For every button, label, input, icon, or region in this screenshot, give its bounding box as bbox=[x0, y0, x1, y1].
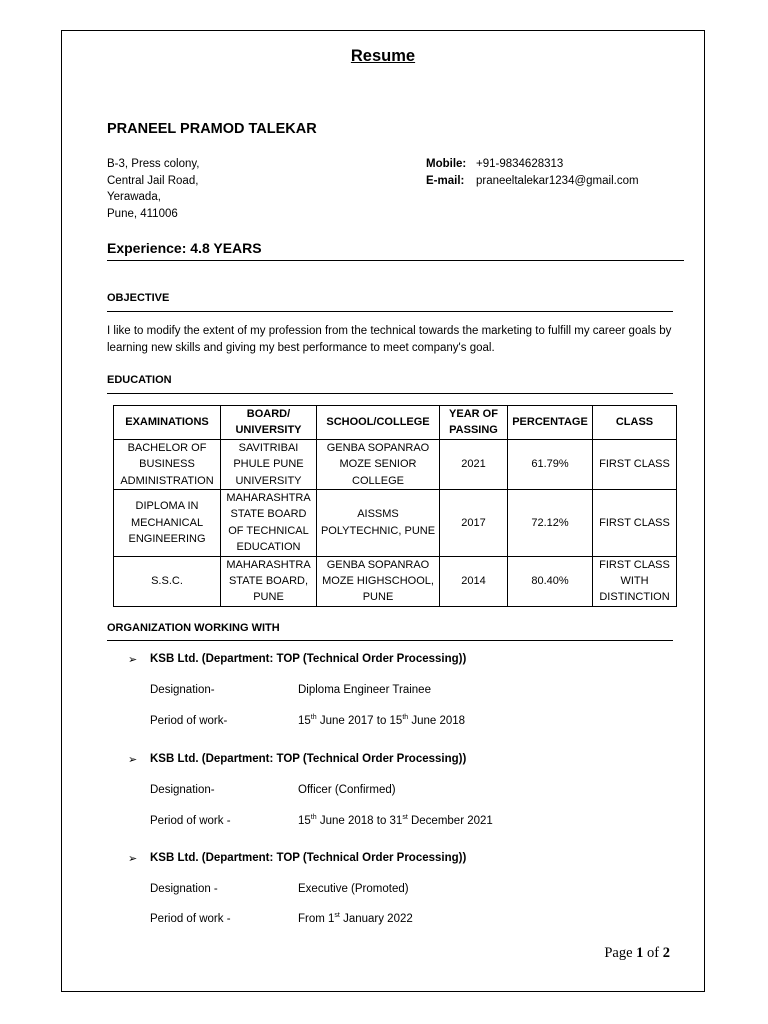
table-row bbox=[114, 439, 677, 489]
designation-label: Designation- bbox=[150, 684, 215, 696]
designation-value: Officer (Confirmed) bbox=[298, 784, 396, 796]
table-cell: FIRST CLASS bbox=[593, 490, 677, 557]
resume-page bbox=[61, 30, 705, 992]
page-number: Page 1 of 2 bbox=[604, 945, 670, 961]
objective-divider bbox=[107, 311, 673, 312]
company-name: KSB Ltd. (Department: TOP (Technical Order Processing)) bbox=[150, 653, 467, 665]
table-cell: S.S.C. bbox=[114, 556, 221, 606]
objective-text: I like to modify the extent of my profession from the technical towards the marketing to fulfill my career goals by learning new skills and giving my best performance to meet company's goal. bbox=[107, 325, 672, 354]
table-cell: 2014 bbox=[440, 556, 508, 606]
education-heading: EDUCATION bbox=[107, 374, 172, 386]
designation-value: Diploma Engineer Trainee bbox=[298, 684, 431, 696]
organization-heading: ORGANIZATION WORKING WITH bbox=[107, 622, 280, 634]
candidate-name: PRANEEL PRAMOD TALEKAR bbox=[107, 121, 317, 137]
address-line: Central Jail Road, bbox=[107, 174, 199, 187]
column-header: EXAMINATIONS bbox=[114, 406, 221, 440]
table-cell: MAHARASHTRA STATE BOARD, PUNE bbox=[221, 556, 317, 606]
mobile-value: +91-9834628313 bbox=[476, 158, 564, 170]
column-header: SCHOOL/COLLEGE bbox=[317, 406, 440, 440]
designation-label: Designation- bbox=[150, 784, 215, 796]
experience-heading: Experience: 4.8 YEARS bbox=[107, 240, 262, 256]
designation-value: Executive (Promoted) bbox=[298, 883, 409, 895]
table-cell: GENBA SOPANRAO MOZE HIGHSCHOOL, PUNE bbox=[317, 556, 440, 606]
designation-label: Designation - bbox=[150, 883, 218, 895]
company-name: KSB Ltd. (Department: TOP (Technical Order Processing)) bbox=[150, 753, 467, 765]
organization-divider bbox=[107, 640, 673, 641]
table-row bbox=[114, 490, 677, 557]
period-label: Period of work - bbox=[150, 913, 231, 925]
company-name: KSB Ltd. (Department: TOP (Technical Order Processing)) bbox=[150, 852, 467, 864]
period-value: 15th June 2018 to 31st December 2021 bbox=[298, 814, 493, 827]
address-line: Pune, 411006 bbox=[107, 207, 178, 220]
table-cell: FIRST CLASS WITH DISTINCTION bbox=[593, 556, 677, 606]
column-header: YEAR OF PASSING bbox=[440, 406, 508, 440]
table-cell: FIRST CLASS bbox=[593, 439, 677, 489]
email-label: E-mail: bbox=[426, 174, 465, 187]
address-block bbox=[107, 156, 199, 222]
table-cell: GENBA SOPANRAO MOZE SENIOR COLLEGE bbox=[317, 439, 440, 489]
table-row bbox=[114, 556, 677, 606]
objective-heading: OBJECTIVE bbox=[107, 292, 170, 304]
table-cell: SAVITRIBAI PHULE PUNE UNIVERSITY bbox=[221, 439, 317, 489]
page-title: Resume bbox=[350, 47, 416, 65]
column-header: PERCENTAGE bbox=[508, 406, 593, 440]
table-cell: AISSMS POLYTECHNIC, PUNE bbox=[317, 490, 440, 557]
period-label: Period of work - bbox=[150, 815, 231, 827]
column-header: BOARD/ UNIVERSITY bbox=[221, 406, 317, 440]
experience-divider bbox=[107, 260, 684, 261]
arrow-bullet-icon: ➢ bbox=[128, 754, 138, 766]
table-cell: 2021 bbox=[440, 439, 508, 489]
arrow-bullet-icon: ➢ bbox=[128, 853, 138, 865]
mobile-label: Mobile: bbox=[426, 158, 467, 170]
table-cell: 80.40% bbox=[508, 556, 593, 606]
address-line: B-3, Press colony, bbox=[107, 158, 200, 170]
email-value: praneeltalekar1234@gmail.com bbox=[476, 174, 639, 187]
table-header-row bbox=[114, 406, 677, 440]
table-cell: 61.79% bbox=[508, 439, 593, 489]
table-cell: 72.12% bbox=[508, 490, 593, 557]
period-value: From 1st January 2022 bbox=[298, 912, 413, 925]
table-cell: DIPLOMA IN MECHANICAL ENGINEERING bbox=[114, 490, 221, 557]
contact-block bbox=[426, 156, 639, 189]
arrow-bullet-icon: ➢ bbox=[128, 654, 138, 666]
table-cell: MAHARASHTRA STATE BOARD OF TECHNICAL EDUCATION bbox=[221, 490, 317, 557]
address-line: Yerawada, bbox=[107, 191, 161, 203]
period-label: Period of work- bbox=[150, 715, 228, 727]
period-value: 15th June 2017 to 15th June 2018 bbox=[298, 714, 466, 727]
table-cell: 2017 bbox=[440, 490, 508, 557]
education-table bbox=[113, 405, 677, 607]
table-cell: BACHELOR OF BUSINESS ADMINISTRATION bbox=[114, 439, 221, 489]
education-divider bbox=[107, 393, 673, 394]
column-header: CLASS bbox=[593, 406, 677, 440]
